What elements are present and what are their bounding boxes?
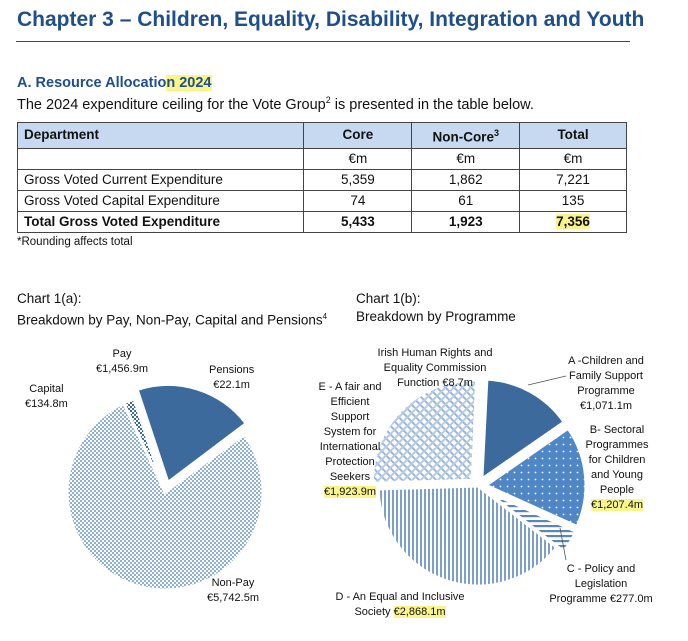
header-core: Core — [304, 123, 412, 149]
chart-1b-label: Chart 1(b): — [356, 291, 421, 306]
pie2-label-ihrec — [365, 346, 505, 391]
row-noncore: 1,862 — [412, 169, 520, 190]
unit-noncore: €m — [412, 148, 520, 169]
row-core: 5,359 — [304, 169, 412, 190]
pie2-label-e — [314, 380, 386, 500]
unit-core: €m — [304, 148, 412, 169]
pie2-label-c-value: €277.0m — [609, 593, 653, 605]
header-noncore-text: Non-Core — [432, 129, 494, 145]
total-total-highlight: 7,356 — [556, 213, 590, 229]
pie1-label-pay-name: Pay — [112, 348, 132, 360]
intro-footnote-ref: 2 — [325, 95, 331, 105]
pie2-label-c — [545, 562, 657, 607]
pie2-label-c-name: C - Policy and Legislation Programme — [549, 563, 636, 605]
header-total: Total — [520, 123, 627, 149]
pie2-slice-e — [372, 380, 476, 483]
pie1-label-capital — [25, 382, 68, 412]
rounding-footnote: *Rounding affects total — [17, 236, 133, 248]
chart-1a-label: Chart 1(a): — [17, 291, 82, 306]
row-total: 135 — [520, 190, 627, 211]
pie2-label-a — [564, 354, 648, 414]
pie2-label-d-value: €2,868.1m — [393, 606, 446, 618]
pie1-label-nonpay-name: Non-Pay — [211, 577, 255, 589]
chart-1a-subtitle-sup: 4 — [322, 312, 328, 321]
pie2-label-d — [330, 590, 470, 620]
row-label: Gross Voted Capital Expenditure — [18, 190, 304, 211]
header-department: Department — [18, 123, 304, 149]
pie1-label-capital-value: €134.8m — [25, 398, 68, 410]
pie1-label-pay-value: €1,456.9m — [96, 363, 148, 375]
pie2-label-a-value: €1,071.1m — [580, 400, 632, 412]
pie2-label-ihrec-value: €8.7m — [442, 377, 473, 389]
intro-text-after: is presented in the table below. — [330, 96, 534, 113]
pie2-label-a-name: A -Children and Family Support Programme — [568, 355, 644, 397]
pie1-label-pay — [96, 347, 148, 377]
pie1-label-nonpay-value: €5,742.5m — [207, 592, 259, 604]
pie2-label-ihrec-name: Irish Human Rights and Equality Commission Function — [377, 347, 493, 389]
pie2-label-b-name: B- Sectoral Programmes for Children and Young People — [585, 424, 649, 496]
pie1-label-pensions — [209, 363, 254, 393]
chapter-title: Chapter 3 – Children, Equality, Disability, Integration and Youth — [17, 8, 645, 31]
row-label: Gross Voted Current Expenditure — [18, 169, 304, 190]
section-heading-highlight: n 2024 — [166, 75, 212, 91]
total-noncore: 1,923 — [412, 211, 520, 232]
pie1-label-nonpay — [207, 576, 259, 606]
chart-1a-pie — [67, 384, 263, 590]
total-core: 5,433 — [304, 211, 412, 232]
section-heading-text: A. Resource Allocatio — [17, 75, 167, 91]
pie2-label-e-value: €1,923.9m — [324, 486, 376, 498]
intro-text-before: The 2024 expenditure ceiling for the Vote Group — [17, 96, 326, 113]
row-total: 7,221 — [520, 169, 627, 190]
pie2-label-b — [579, 423, 655, 513]
chart-1b-subtitle: Breakdown by Programme — [356, 309, 516, 324]
pie2-label-b-value: €1,207.4m — [591, 499, 643, 511]
row-core: 74 — [304, 190, 412, 211]
pie1-label-capital-name: Capital — [29, 383, 64, 395]
total-label: Total Gross Voted Expenditure — [18, 211, 304, 232]
header-noncore-sup: 3 — [493, 128, 499, 138]
chart-1b-pie — [372, 379, 586, 586]
pie2-label-d-name: D - An Equal and Inclusive Society — [335, 591, 465, 618]
pie1-label-pensions-name: Pensions — [209, 364, 255, 376]
pie1-label-pensions-value: €22.1m — [213, 379, 250, 391]
chart-1a-subtitle-text: Breakdown by Pay, Non-Pay, Capital and Pensions — [17, 312, 323, 328]
pie2-label-e-name: E - A fair and Efficient Support System for International Protection Seekers — [318, 381, 382, 483]
row-noncore: 61 — [412, 190, 520, 211]
unit-total: €m — [520, 148, 627, 169]
